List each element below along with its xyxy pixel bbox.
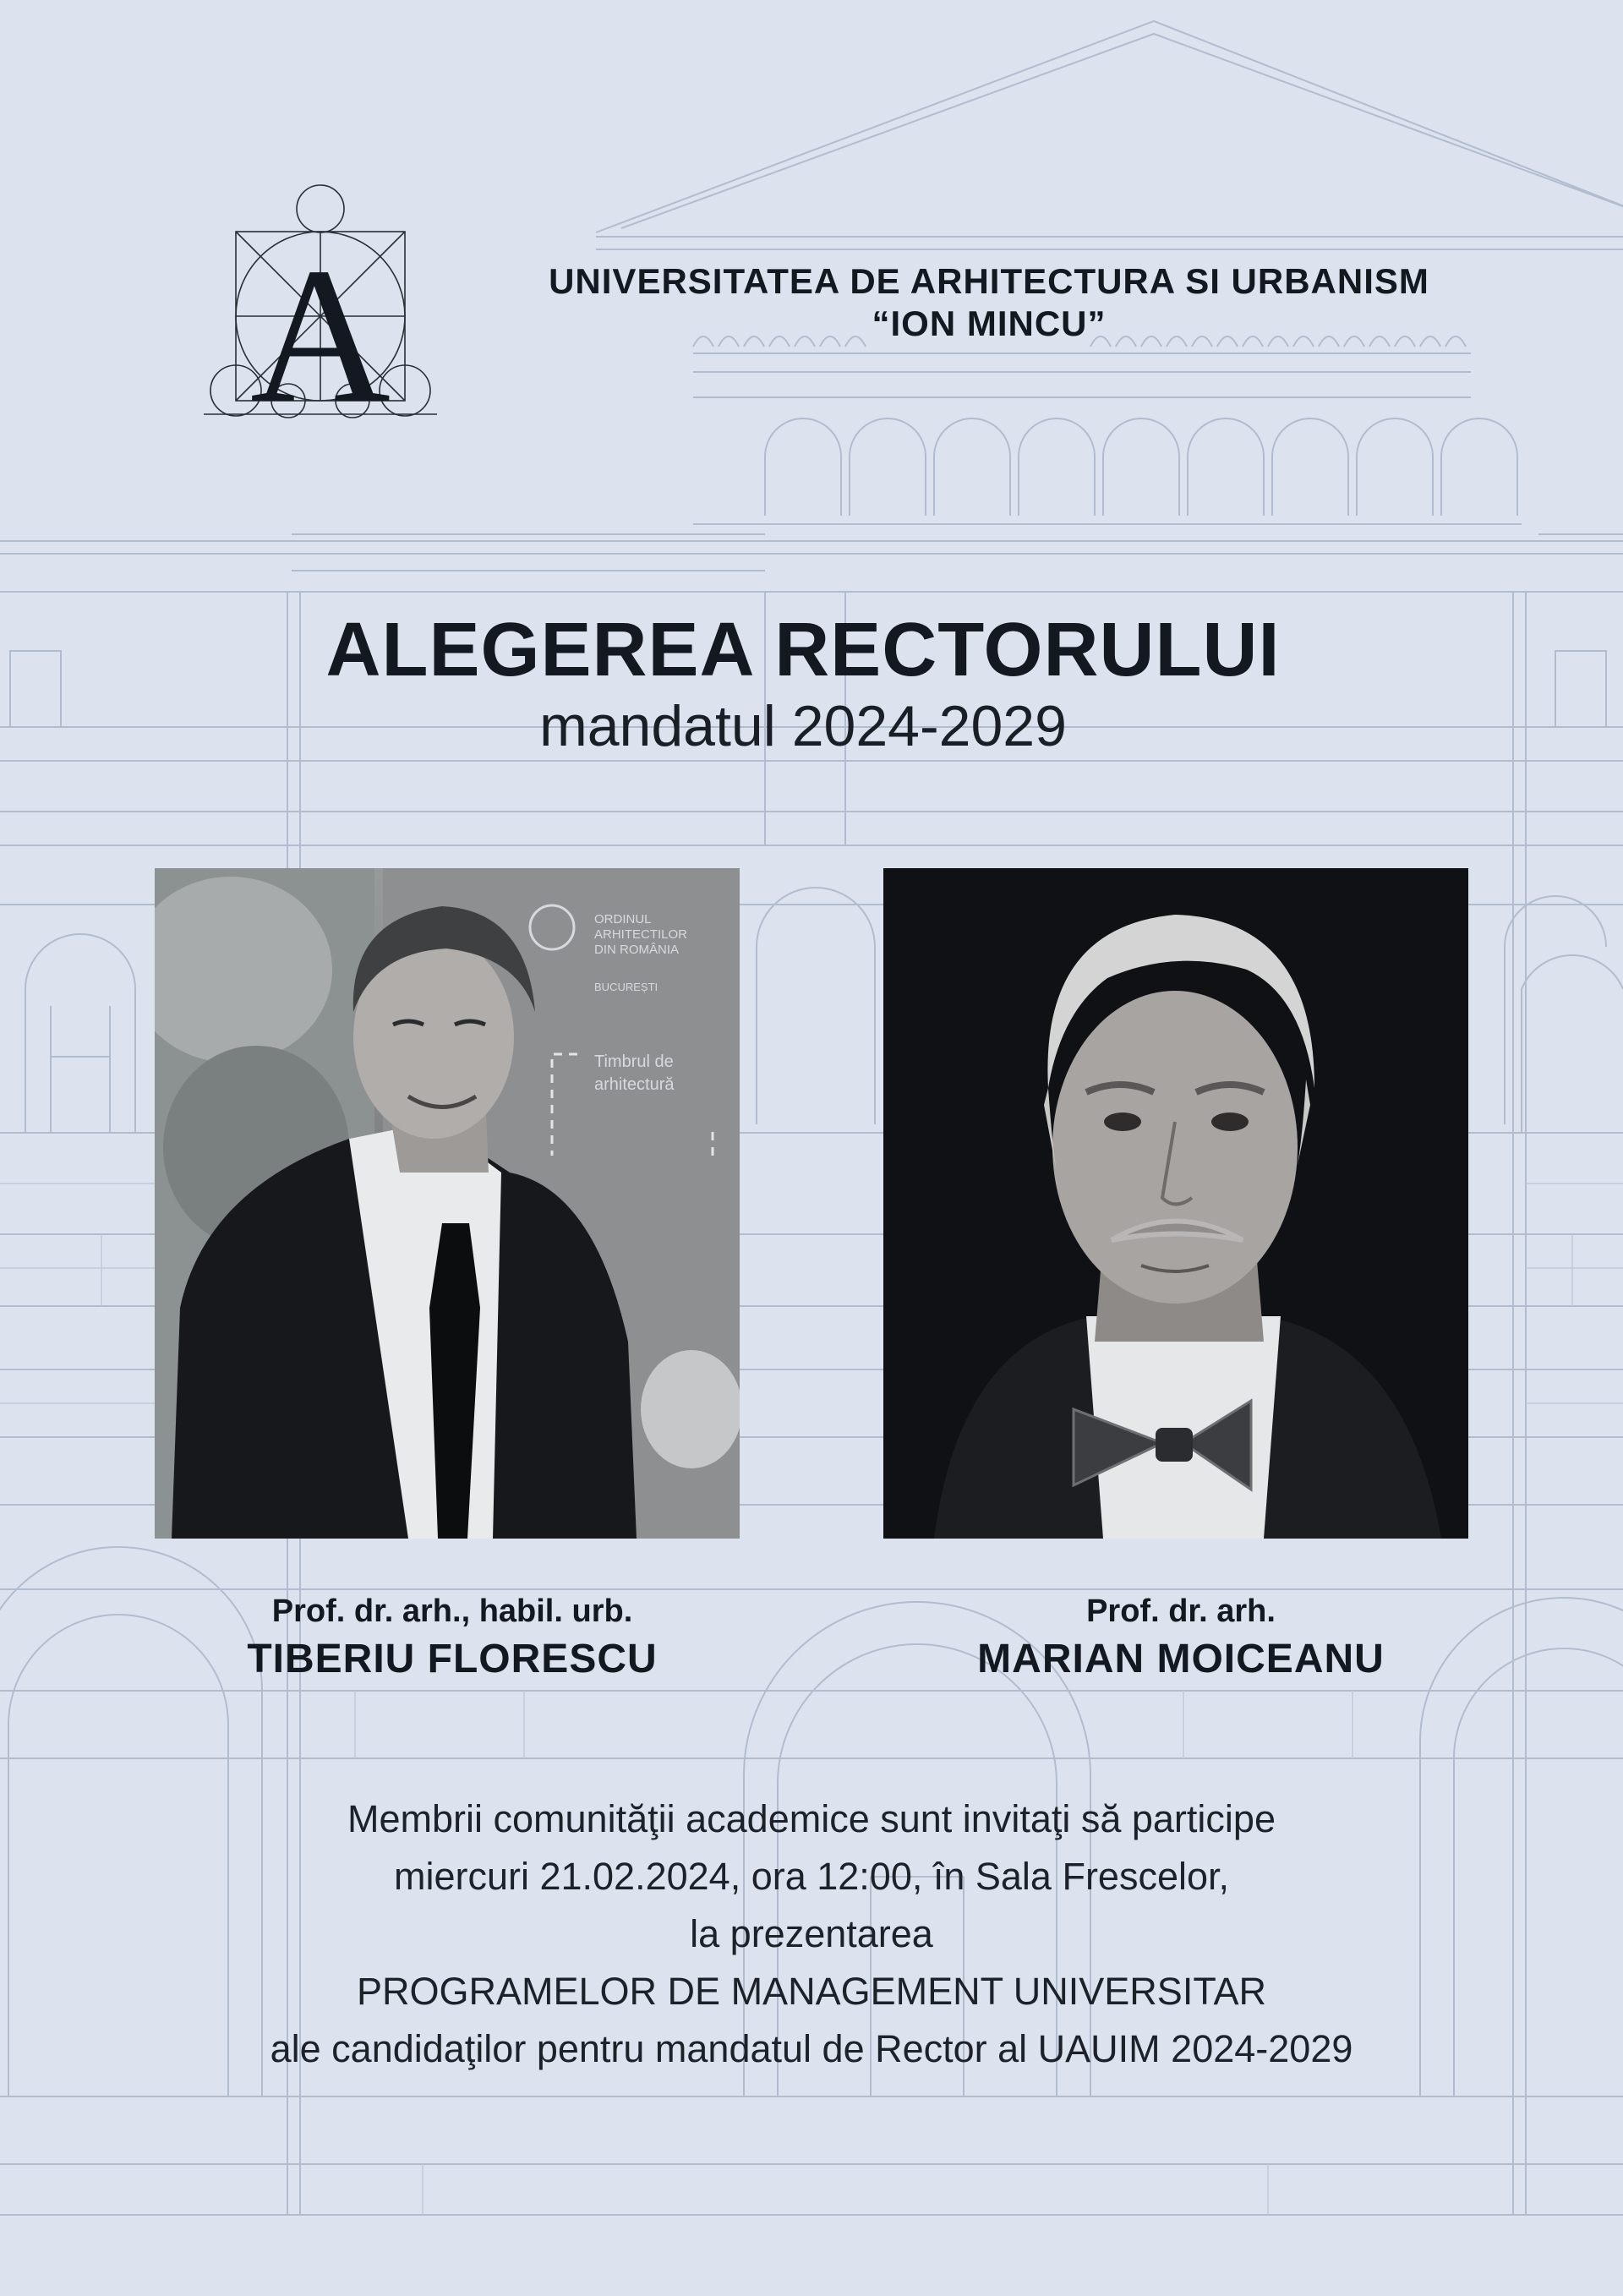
- candidate-photo-moiceanu: [883, 868, 1468, 1539]
- logo-letter: A: [249, 227, 391, 421]
- university-name-line1: UNIVERSITATEA DE ARHITECTURA SI URBANISM: [549, 261, 1429, 301]
- page-subtitle: mandatul 2024-2029: [539, 694, 1067, 758]
- sign-stamp-line1: Timbrul de: [594, 1052, 674, 1071]
- sign-stamp-line2: arhitectură: [594, 1075, 675, 1094]
- university-name: [473, 260, 1505, 345]
- sign-org-line2: ARHITECTILOR: [594, 927, 688, 942]
- invitation-line5: ale candidaţilor pentru mandatul de Rector al UAUIM 2024-2029: [270, 2027, 1353, 2070]
- candidate-2-name: MARIAN MOICEANU: [977, 1637, 1385, 1681]
- page-title: ALEGEREA RECTORULUI: [325, 608, 1281, 692]
- candidate-2-title: Prof. dr. arh.: [1086, 1594, 1276, 1629]
- invitation-line3: la prezentarea: [690, 1912, 933, 1955]
- sign-org-line1: ORDINUL: [594, 912, 652, 927]
- invitation-line1: Membrii comunităţii academice sunt invitaţi să participe: [347, 1797, 1276, 1840]
- invitation-text: [0, 1790, 1623, 2078]
- invitation-line2: miercuri 21.02.2024, ora 12:00, în Sala Frescelor,: [393, 1855, 1230, 1898]
- invitation-line4: PROGRAMELOR DE MANAGEMENT UNIVERSITAR: [357, 1970, 1266, 2013]
- candidate-1-title: Prof. dr. arh., habil. urb.: [271, 1594, 633, 1629]
- candidate-1-name: TIBERIU FLORESCU: [247, 1637, 658, 1681]
- sign-org-city: BUCUREȘTI: [594, 981, 658, 993]
- university-name-line2: “ION MINCU”: [872, 303, 1107, 343]
- university-logo: [199, 179, 441, 421]
- candidate-photo-florescu: [155, 868, 740, 1539]
- sign-org-line3: DIN ROMÂNIA: [594, 943, 680, 957]
